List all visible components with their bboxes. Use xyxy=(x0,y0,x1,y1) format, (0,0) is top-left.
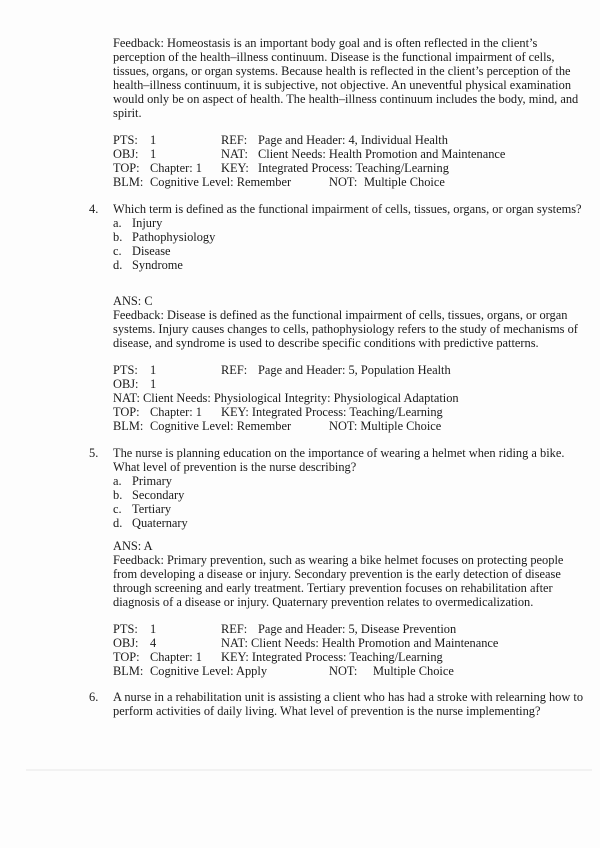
option-b xyxy=(113,230,589,244)
meta-row-pts-ref xyxy=(113,622,583,636)
obj-value: 1 xyxy=(150,147,157,161)
q5-answer-block xyxy=(113,539,583,609)
obj-value: 4 xyxy=(150,636,157,650)
option-letter: d. xyxy=(113,258,123,272)
pts-label: PTS: xyxy=(113,622,138,636)
not-label: NOT: xyxy=(329,175,358,189)
blm-label: BLM: xyxy=(113,419,144,433)
option-letter: a. xyxy=(113,216,122,230)
meta-row-pts-ref xyxy=(113,133,583,147)
ref-label: REF: xyxy=(221,133,248,147)
option-text: Syndrome xyxy=(132,258,183,272)
obj-label: OBJ: xyxy=(113,147,139,161)
q3-metadata xyxy=(113,133,583,189)
ref-label: REF: xyxy=(221,622,248,636)
blm-value: Cognitive Level: Remember xyxy=(150,419,292,433)
option-letter: c. xyxy=(113,244,122,258)
feedback: Feedback: Disease is defined as the functional impairment of cells, tissues, organs, or organ systems. Injury causes changes to cells, pathophysiology refers to the study of mechanisms of disease, and syndrome is used to describe specific conditions with predictive patterns. xyxy=(113,308,578,350)
meta-row-top-key xyxy=(113,650,583,664)
top-label: TOP: xyxy=(113,650,140,664)
obj-label: OBJ: xyxy=(113,636,139,650)
pts-value: 1 xyxy=(150,622,157,636)
pts-value: 1 xyxy=(150,363,157,377)
obj-label: OBJ: xyxy=(113,377,139,391)
option-letter: d. xyxy=(113,516,123,530)
meta-row-blm-not xyxy=(113,419,583,433)
option-letter: b. xyxy=(113,488,123,502)
nat-value: Client Needs: Health Promotion and Maintenance xyxy=(258,147,506,161)
obj-value: 1 xyxy=(150,377,157,391)
meta-row-obj-nat xyxy=(113,636,583,650)
question-stem: Which term is defined as the functional impairment of cells, tissues, organs, or organ systems? xyxy=(113,202,582,216)
question-number: 4. xyxy=(89,202,99,216)
option-a xyxy=(113,216,589,230)
option-c xyxy=(113,502,589,516)
nat-label: NAT: xyxy=(221,147,248,161)
blm-label: BLM: xyxy=(113,175,144,189)
not-label: NOT: xyxy=(329,664,358,678)
top-label: TOP: xyxy=(113,405,140,419)
not-value: NOT: Multiple Choice xyxy=(329,419,442,433)
option-text: Quaternary xyxy=(132,516,188,530)
feedback: Feedback: Primary prevention, such as wearing a bike helmet focuses on protecting people from developing a disease or injury. Secondary prevention is the early detection of disease through screening and early treatment. Tertiary prevention focuses on rehabilitation after diagnosis of a disease or injury. Quaternary prevention relates to overmedicalization. xyxy=(113,553,564,609)
pts-label: PTS: xyxy=(113,133,138,147)
meta-row-top-key xyxy=(113,405,583,419)
key-value: KEY: Integrated Process: Teaching/Learning xyxy=(221,650,443,664)
q3-feedback-block xyxy=(113,36,583,120)
option-letter: a. xyxy=(113,474,122,488)
meta-row-obj xyxy=(113,377,583,391)
option-a xyxy=(113,474,589,488)
ref-value: Page and Header: 5, Disease Prevention xyxy=(258,622,457,636)
q4-answer-block xyxy=(113,294,583,350)
meta-row-blm-not xyxy=(113,175,583,189)
answer: ANS: A xyxy=(113,539,153,553)
answer: ANS: C xyxy=(113,294,153,308)
ref-value: Page and Header: 5, Population Health xyxy=(258,363,451,377)
option-letter: c. xyxy=(113,502,122,516)
key-label: KEY: xyxy=(221,161,249,175)
q4-metadata xyxy=(113,363,583,433)
blm-value: Cognitive Level: Remember xyxy=(150,175,292,189)
pts-value: 1 xyxy=(150,133,157,147)
meta-row-top-key xyxy=(113,161,583,175)
option-letter: b. xyxy=(113,230,123,244)
meta-row-pts-ref xyxy=(113,363,583,377)
top-value: Chapter: 1 xyxy=(150,650,202,664)
option-text: Injury xyxy=(132,216,163,230)
ref-value: Page and Header: 4, Individual Health xyxy=(258,133,448,147)
meta-row-nat xyxy=(113,391,583,405)
option-text: Primary xyxy=(132,474,172,488)
option-text: Pathophysiology xyxy=(132,230,216,244)
pts-label: PTS: xyxy=(113,363,138,377)
option-c xyxy=(113,244,589,258)
top-label: TOP: xyxy=(113,161,140,175)
q3-feedback: Feedback: Homeostasis is an important body goal and is often reflected in the client’s perception of the health–illness continuum. Disease is the functional impairment of cells, tissues, organs, or organ systems. Because health is reflected in the client’s perception of the health–illness continuum, it is subjective, not objective. An uneventful physical examination would only be on aspect of health. The health–illness continuum includes the body, mind, and spirit. xyxy=(113,36,579,120)
question-stem: A nurse in a rehabilitation unit is assisting a client who has had a stroke with relearning how to perform activities of daily living. What level of prevention is the nurse implementing? xyxy=(113,690,584,718)
blm-label: BLM: xyxy=(113,664,144,678)
option-d xyxy=(113,258,589,272)
not-value: Multiple Choice xyxy=(373,664,454,678)
top-value: Chapter: 1 xyxy=(150,161,202,175)
meta-row-obj-nat xyxy=(113,147,583,161)
key-value: KEY: Integrated Process: Teaching/Learning xyxy=(221,405,443,419)
not-value: Multiple Choice xyxy=(364,175,445,189)
option-d xyxy=(113,516,589,530)
question-6 xyxy=(89,690,589,718)
option-text: Tertiary xyxy=(132,502,172,516)
option-text: Disease xyxy=(132,244,171,258)
question-4 xyxy=(89,202,589,272)
question-number: 6. xyxy=(89,690,99,704)
meta-row-blm-not xyxy=(113,664,583,678)
ref-label: REF: xyxy=(221,363,248,377)
option-b xyxy=(113,488,589,502)
page-divider xyxy=(26,769,592,771)
top-value: Chapter: 1 xyxy=(150,405,202,419)
question-number: 5. xyxy=(89,446,99,460)
nat-value: NAT: Client Needs: Health Promotion and Maintenance xyxy=(221,636,499,650)
blm-value: Cognitive Level: Apply xyxy=(150,664,268,678)
nat-value: NAT: Client Needs: Physiological Integrity: Physiological Adaptation xyxy=(113,391,459,405)
key-value: Integrated Process: Teaching/Learning xyxy=(258,161,449,175)
question-5 xyxy=(89,446,589,530)
q5-metadata xyxy=(113,622,583,678)
question-stem: The nurse is planning education on the importance of wearing a helmet when riding a bike. What level of prevention is the nurse describing? xyxy=(113,446,565,474)
option-text: Secondary xyxy=(132,488,185,502)
